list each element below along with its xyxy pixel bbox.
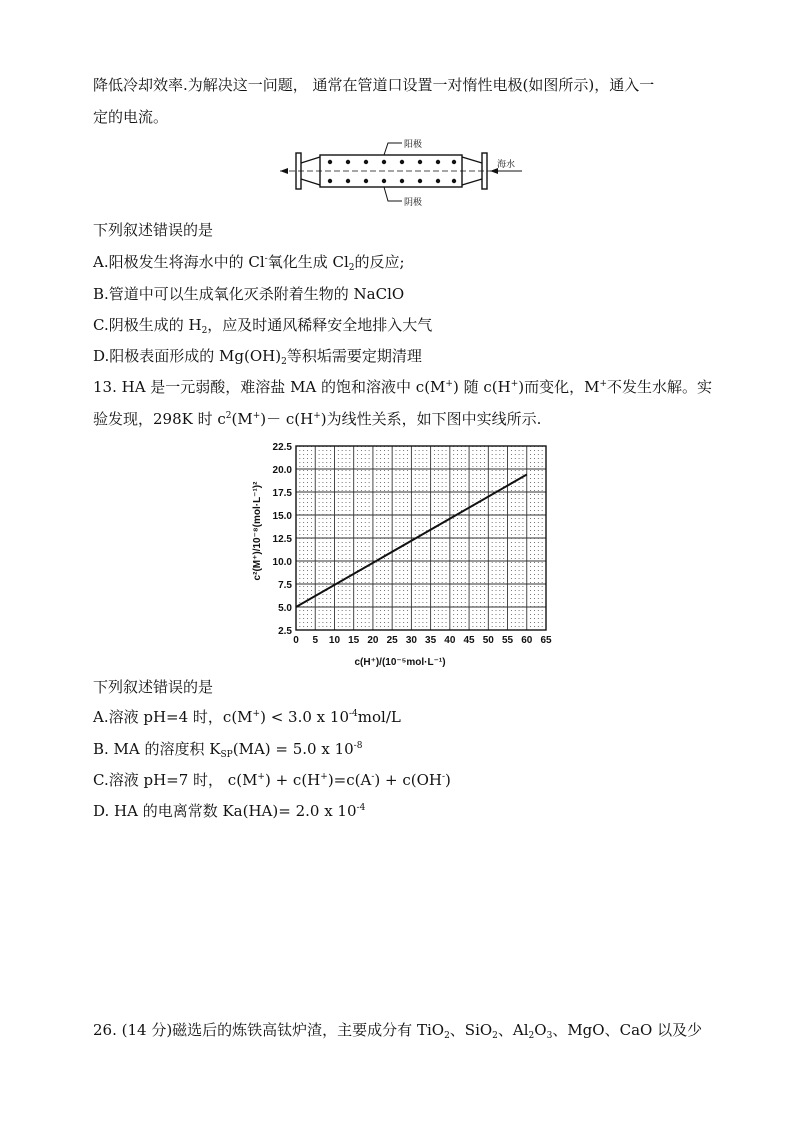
q12-stem: 下列叙述错误的是: [93, 221, 214, 239]
x-tick-label: 0: [293, 635, 299, 646]
y-tick-label: 7.5: [278, 580, 292, 591]
y-tick-label: 2.5: [278, 626, 292, 637]
q13-line-1: 13. HA 是一元弱酸，难溶盐 MA 的饱和溶液中 c(M+) 随 c(H+)而变化，M+不发生水解。实: [93, 378, 713, 396]
x-tick-label: 65: [540, 635, 552, 646]
y-tick-label: 5.0: [278, 603, 292, 614]
q13-option-a: A.溶液 pH=4 时，c(M+) < 3.0 x $10^{-4}mol/L$: [93, 708, 401, 726]
y-axis-label: c²(M⁺)/10⁻⁸(mol·L⁻¹)²: [252, 481, 263, 581]
x-tick-label: 50: [482, 635, 494, 646]
x-tick-label: 55: [501, 635, 514, 646]
outflow-arrow: [280, 168, 288, 174]
q13-option-b: B. MA 的溶度积 $K_{SP}(MA) = 5.0$ x $10^{-8}$: [93, 740, 363, 760]
q12-option-c: C.阴极生成的 $H_2$，应及时通风稀释安全地排入大气: [93, 316, 433, 336]
x-tick-label: 30: [405, 635, 417, 646]
x-tick-label: 35: [425, 635, 437, 646]
y-tick-label: 10.0: [272, 557, 292, 568]
m-h-linear-chart: [248, 436, 558, 671]
y-tick-label: 15.0: [272, 511, 292, 522]
anode-label: 阳极: [404, 139, 423, 149]
cathode-label: 阴极: [404, 197, 423, 207]
x-tick-label: 15: [348, 635, 360, 646]
y-tick-label: 12.5: [272, 534, 292, 545]
q26-line-1: 26. (14 分)磁选后的炼铁高钛炉渣，主要成分有 TiO$_2$、SiO$_2$、$Al_2O_3$、MgO、CaO 以及少: [93, 1021, 703, 1041]
q13-line-2: 验发现，298K 时 $c^2(M^+)- c(H^+)$为线性关系，如下图中实线所示.: [93, 410, 542, 428]
x-tick-label: 25: [386, 635, 398, 646]
x-tick-label: 5: [312, 635, 319, 646]
q12-option-d: D.阳极表面形成的 $Mg(OH)_2$等积垢需要定期清理: [93, 347, 422, 367]
q13-option-c: C.溶液 pH=7 时， c(M+) + c(H+)=c(A-) + c(OH-): [93, 771, 451, 789]
x-tick-labels: [293, 635, 552, 646]
intro-line-2: 定的电流。: [93, 108, 169, 126]
q12-option-a: A.阳极发生将海水中的 Cl-氧化生成 $Cl_2$的反应;: [93, 253, 405, 273]
q13-stem: 下列叙述错误的是: [93, 678, 214, 696]
x-tick-label: 40: [444, 635, 456, 646]
q13-option-d: D. HA 的电离常数 Ka(HA)= 2.0 x $10^{-4}$: [93, 802, 366, 820]
chart-grid: [296, 446, 546, 630]
intro-line-1: 降低冷却效率.为解决这一问题， 通常在管道口设置一对惰性电极(如图所示)，通入一: [93, 76, 655, 94]
x-tick-label: 60: [521, 635, 533, 646]
x-tick-label: 20: [367, 635, 379, 646]
electrolysis-pipe-figure: [278, 133, 528, 211]
x-axis-label: c(H⁺)/(10⁻⁵mol·L⁻¹): [354, 657, 446, 668]
y-tick-label: 17.5: [272, 488, 292, 499]
seawater-label: 海水: [497, 159, 516, 169]
y-tick-labels: [273, 442, 293, 637]
y-tick-label: 22.5: [272, 442, 292, 453]
y-tick-label: 20.0: [272, 465, 292, 476]
x-tick-label: 45: [463, 635, 475, 646]
q12-option-b: B.管道中可以生成氧化灭杀附着生物的 NaClO: [93, 285, 405, 303]
x-tick-label: 10: [328, 635, 341, 646]
